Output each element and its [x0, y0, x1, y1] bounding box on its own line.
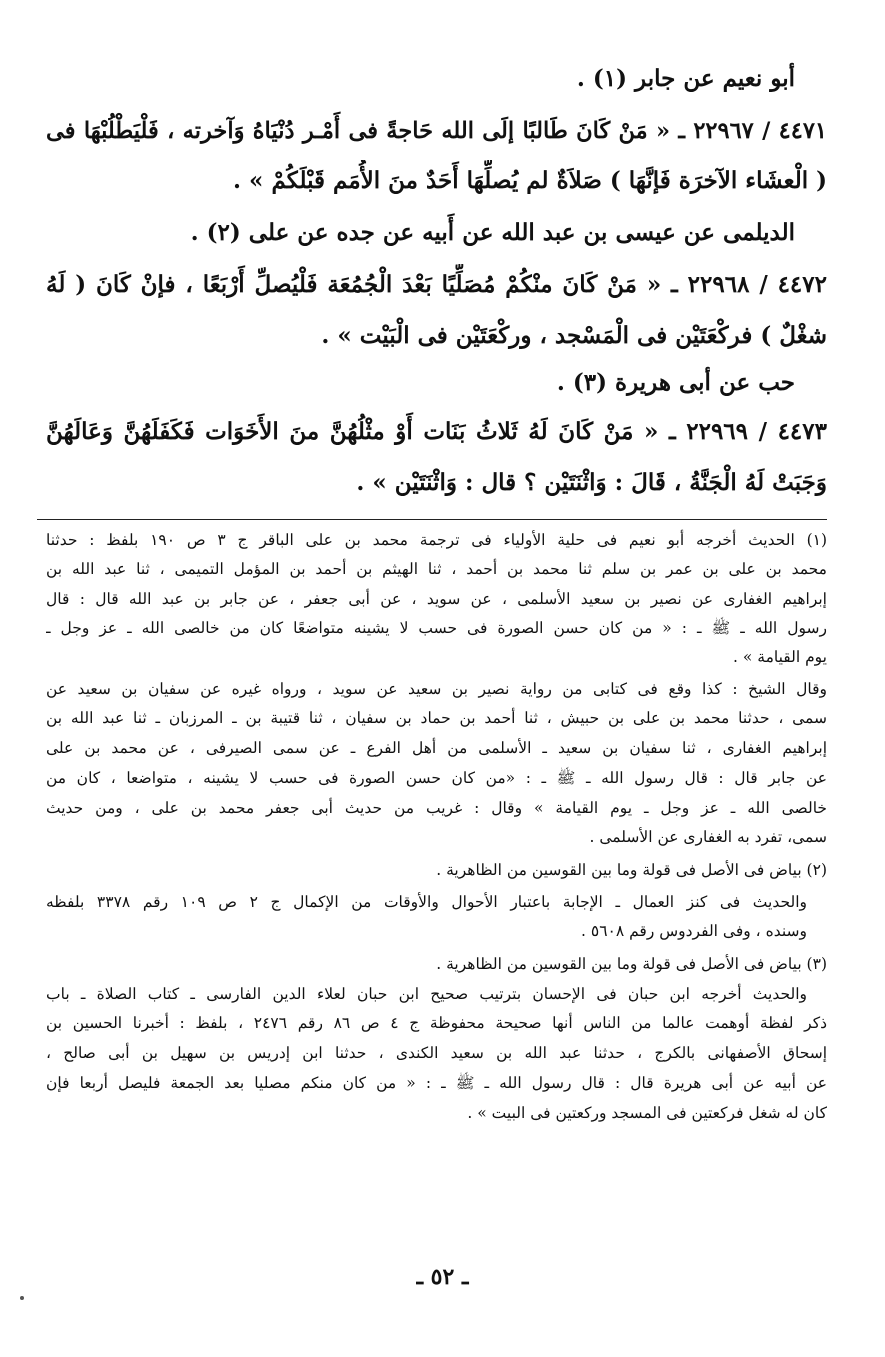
- footnote-line: إسحاق الأصفهانى بالكرج ، حدثنا عبد الله بن سعيد الكندى ، حدثنا ابن إدريس بن سهيل بن أبى صالح ،: [46, 1044, 827, 1062]
- scan-speck: [20, 1296, 24, 1300]
- main-text-line: ٤٤٧١ / ٢٢٩٦٧ ـ « مَنْ كَانَ طَالبًا إلَى الله حَاجةً فى أَمْـر دُنْيَاهُ وَآخرته ، فَلْيَطْلُبْهَا فى: [46, 118, 827, 144]
- footnote-line: سمى، تفرد به الغفارى عن الأسلمى .: [589, 828, 827, 846]
- footnote-line: (٣) بياض فى الأصل فى قولة وما بين القوسين من الظاهرية .: [436, 955, 827, 973]
- footnote-line: محمد بن على بن عمر بن سلم ثنا محمد بن أحمد ، ثنا الهيثم بن أحمد بن المؤمل التميمى ، ثنا عبد الله بن: [46, 560, 827, 578]
- main-text-line: ( الْعشَاء الآخرَة فَإنَّهَا ) صَلاَةٌ لم يُصلِّهَا أَحَدٌ منَ الأُمَم قَبْلَكُمْ » .: [233, 167, 827, 194]
- footnote-line: والحديث أخرجه ابن حبان فى الإحسان بترتيب صحيح ابن حبان لعلاء الدين الفارسى ـ كتاب الصلاة ـ باب: [46, 985, 807, 1003]
- footnote-line: وسنده ، وفى الفردوس رقم ٥٦٠٨ .: [581, 922, 807, 940]
- footnote-line: وقال الشيخ : كذا وقع فى كتابى من رواية نصير بن سعيد عن سويد ، ورواه غيره عن سفيان بن سعيد عن: [46, 680, 827, 698]
- footnote-line: إبراهيم الغفارى عن نصير بن سعيد الأسلمى ، عن سويد ، عن أبى جعفر ، عن جابر بن عبد الله قال : قال: [46, 590, 827, 608]
- footnote-separator: [37, 519, 827, 520]
- footnote-line: (١) الحديث أخرجه أبو نعيم فى حلية الأولياء فى ترجمة محمد بن على الباقر ج ٣ ص ١٩٠ بلفظ : حدثنا: [46, 531, 827, 549]
- main-text-line: شغْلٌ ) فركْعَتَيْن فى الْمَسْجد ، وركْعَتَيْن فى الْبَيْت » .: [321, 322, 827, 349]
- footnote-line: (٢) بياض فى الأصل فى قولة وما بين القوسين من الظاهرية .: [436, 861, 827, 879]
- footnote-line: إبراهيم الغفارى ، ثنا سفيان بن سعيد ـ الأسلمى من أهل الفرع ـ عن سمى الصيرفى ، عن محمد بن على: [46, 739, 827, 757]
- main-text-line: ٤٤٧٣ / ٢٢٩٦٩ ـ « مَنْ كَانَ لَهُ ثَلاثُ بَنَات أَوْ مثْلُهُنَّ منَ الأَخَوَات فَكَفَلَهُنَّ وَعَالَهُنَّ: [46, 418, 827, 445]
- footnote-line: سمى ، حدثنا محمد بن على بن حبيش ، ثنا أحمد بن حماد بن سفيان ، ثنا قتيبة بن ـ المرزبان ـ ثنا عبد الله بن: [46, 709, 827, 727]
- main-text-line: ٤٤٧٢ / ٢٢٩٦٨ ـ « مَنْ كَانَ منْكُمْ مُصَلِّيًا بَعْدَ الْجُمُعَة فَلْيُصلِّ أَرْبَعًا ، فإنْ كَانَ ( لَهُ: [46, 271, 827, 298]
- footnote-line: عن جابر قال : قال رسول الله ـ ﷺ ـ : «من كان حسن الصورة فى حسب لا يشينه ، متواضعا ، كان من: [46, 769, 827, 787]
- main-text-line: الديلمى عن عيسى بن عبد الله عن أَبيه عن جده عن على (٢) .: [190, 219, 795, 246]
- page-number: ـ ٥٢ ـ: [416, 1264, 469, 1290]
- main-text-line: أبو نعيم عن جابر (١) .: [576, 65, 795, 92]
- footnote-line: رسول الله ـ ﷺ ـ : « من كان حسن الصورة فى حسب لا يشينه متواضعًا كان من خالصى الله ـ عز وجل ـ: [46, 619, 827, 637]
- footnote-line: ذكر لفظة أوهمت عالما من الناس أنها صحيحة محفوظة ج ٤ ص ٨٦ رقم ٢٤٧٦ ، بلفظ : أخبرنا الحسين بن: [46, 1014, 827, 1032]
- footnote-line: والحديث فى كنز العمال ـ الإجابة باعتبار الأحوال والأوقات من الإكمال ج ٢ ص ١٠٩ رقم ٣٣٧٨ بلفظه: [46, 893, 807, 911]
- footnote-line: عن أبيه عن أبى هريرة قال : قال رسول الله ـ ﷺ ـ : « من كان منكم مصليا بعد الجمعة فليصل أربعا فإن: [46, 1074, 827, 1092]
- footnote-line: خالصى الله ـ عز وجل ـ يوم القيامة » وقال : غريب من حديث أبى جعفر محمد بن على ، ومن حديث: [46, 799, 827, 817]
- footnote-line: كان له شغل فركعتين فى المسجد وركعتين فى البيت » .: [467, 1104, 827, 1122]
- footnote-line: يوم القيامة » .: [733, 648, 827, 666]
- main-text-line: حب عن أبى هريرة (٣) .: [556, 369, 795, 396]
- main-text-line: وَجَبَتْ لَهُ الْجَنَّةُ ، قَالَ : وَاثْنَتَيْن ؟ قال : وَاثْنَتَيْن » .: [356, 469, 827, 496]
